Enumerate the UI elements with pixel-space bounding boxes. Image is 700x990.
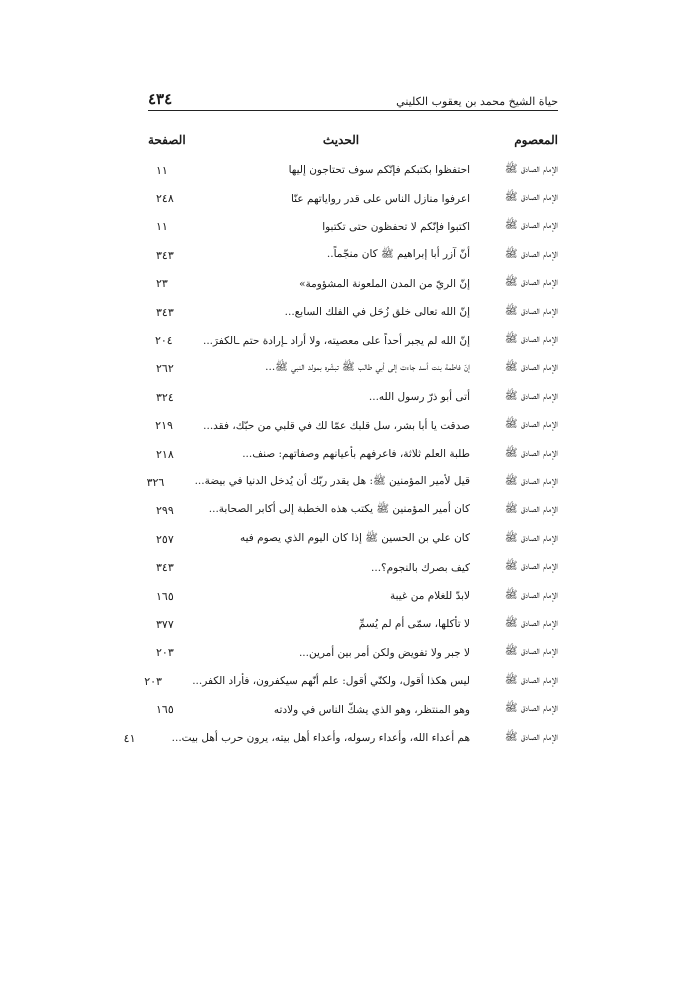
column-header-hadith: الحديث	[322, 133, 360, 147]
masoom-cell: الإمام الصادق ﷺ	[504, 702, 558, 715]
table-row	[148, 213, 558, 241]
masoom-cell: الإمام الصادق ﷺ	[504, 333, 558, 346]
hadith-cell: اكتبوا فإنّكم لا تحفظون حتى تكتبوا	[322, 220, 470, 233]
column-header-page: الصفحة	[148, 133, 186, 147]
hadith-index-table	[123, 156, 558, 752]
page-cell: ٢٠٣	[156, 646, 174, 660]
masoom-cell: الإمام الصادق ﷺ	[504, 389, 558, 402]
masoom-cell: الإمام الصادق ﷺ	[504, 361, 558, 374]
hadith-cell: ليس هكذا أقول، ولكنّي أقول: علم أنّهم سيكفرون، فأراد الكفر...	[192, 675, 470, 688]
page-cell: ٣٤٣	[156, 305, 174, 319]
hadith-cell: إنّ الله لم يجبر أحداً على معصيته، ولا أراد ـإرادة حتم ـالكفرَ...	[202, 334, 470, 347]
page-cell: ٣٢٦	[146, 475, 165, 489]
table-row	[148, 298, 558, 326]
book-title: حياة الشيخ محمد بن يعقوب الكليني	[396, 95, 558, 108]
hadith-cell: وهو المنتظر، وهو الذي يشكّ الناس في ولادته	[273, 703, 470, 716]
masoom-cell: الإمام الصادق ﷺ	[504, 616, 558, 629]
masoom-cell: الإمام الصادق ﷺ	[504, 304, 558, 317]
hadith-cell: أنّ آزر أبا إبراهيم ﷺ كان منجّماً..	[326, 247, 470, 260]
page-cell: ٢٦٢	[156, 362, 174, 376]
table-row	[148, 270, 558, 298]
masoom-cell: الإمام الصادق ﷺ	[504, 247, 558, 260]
hadith-cell: كان علي بن الحسين ﷺ إذا كان اليوم الذي يصوم فيه	[239, 531, 470, 544]
page-cell: ٢٣	[156, 277, 168, 291]
masoom-cell: الإمام الصادق ﷺ	[504, 645, 558, 658]
table-row	[148, 553, 558, 581]
column-header-masoom: المعصوم	[514, 133, 558, 147]
page-cell: ٢٥٧	[156, 532, 174, 546]
hadith-cell: إنّ الريّ من المدن الملعونة المشؤومة»	[299, 277, 470, 290]
page-cell: ٢١٨	[156, 447, 174, 461]
page-cell: ٣٢٤	[156, 390, 174, 404]
table-row	[123, 724, 558, 752]
page-cell: ١٦٥	[156, 589, 174, 603]
table-row	[148, 525, 558, 553]
table-row	[148, 639, 558, 667]
page-cell: ٣٧٧	[156, 617, 174, 631]
page-cell: ١١	[156, 163, 168, 177]
table-row	[148, 468, 558, 496]
table-row	[148, 695, 558, 723]
hadith-cell: هم أعداء الله، وأعداء رسوله، وأعداء أهل بيته، يرون حرب أهل بيت...	[171, 732, 470, 744]
hadith-cell: لابدّ للغلام من غيبة	[389, 590, 470, 603]
table-row	[148, 582, 558, 610]
masoom-cell: الإمام الصادق ﷺ	[504, 191, 558, 204]
masoom-cell: الإمام الصادق ﷺ	[504, 276, 558, 289]
page-cell: ١١	[156, 220, 168, 234]
running-header	[148, 86, 558, 111]
page-cell: ٢٤٨	[156, 192, 174, 206]
table-row	[148, 610, 558, 638]
masoom-cell: الإمام الصادق ﷺ	[504, 446, 558, 459]
page-cell: ١٦٥	[156, 703, 174, 717]
table-row	[148, 412, 558, 440]
page-cell: ٢٠٣	[144, 674, 162, 688]
table-row	[148, 156, 558, 184]
masoom-cell: الإمام الصادق ﷺ	[504, 673, 558, 686]
page-cell: ٢٠٤	[154, 334, 173, 348]
masoom-cell: الإمام الصادق ﷺ	[504, 730, 558, 743]
table-row	[148, 383, 558, 411]
table-row	[148, 497, 558, 525]
hadith-cell: قيل لأمير المؤمنين ﷺ: هل يقدر ربّك أن يُدخل الدنيا في بيضة...	[194, 474, 470, 487]
table-row	[148, 326, 558, 354]
masoom-cell: الإمام الصادق ﷺ	[504, 560, 558, 573]
table-row	[148, 241, 558, 269]
table-row	[144, 667, 558, 695]
table-header-row	[148, 129, 558, 151]
hadith-cell: اعرفوا منازل الناس على قدر رواياتهم عنّا	[290, 192, 470, 205]
masoom-cell: الإمام الصادق ﷺ	[504, 418, 558, 431]
masoom-cell: الإمام الصادق ﷺ	[504, 474, 558, 487]
masoom-cell: الإمام الصادق ﷺ	[504, 162, 558, 175]
hadith-cell: كيف بصرك بالنجوم؟...	[371, 561, 470, 574]
table-row	[148, 355, 558, 383]
table-row	[148, 440, 558, 468]
hadith-cell: صدقت يا أبا بشر، سل قلبك عمّا لك في قلبي من حبّك، فقد...	[203, 419, 470, 432]
hadith-cell: أتى أبو ذرّ رسول الله...	[368, 391, 470, 404]
page-cell: ٢١٩	[155, 419, 173, 433]
hadith-cell: إنّ فاطمة بنت أسد جاءت إلى أبي طالب ﷺ تبشّره بمولد النبي ﷺ...	[265, 361, 470, 374]
page-cell: ٢٩٩	[156, 504, 174, 518]
page-cell: ٤١	[123, 731, 136, 745]
masoom-cell: الإمام الصادق ﷺ	[504, 588, 558, 601]
table-row	[148, 184, 558, 212]
hadith-cell: احتفظوا بكتبكم فإنّكم سوف تحتاجون إليها	[288, 164, 470, 177]
book-page	[123, 86, 558, 752]
hadith-cell: لا جبر ولا تفويض ولكن أمر بين أمرين...	[298, 646, 470, 659]
page-number: ٤٣٤	[148, 90, 173, 108]
masoom-cell: الإمام الصادق ﷺ	[504, 503, 558, 516]
page-cell: ٣٤٣	[156, 561, 174, 575]
hadith-cell: كان أمير المؤمنين ﷺ يكتب هذه الخطبة إلى أكابر الصحابة...	[208, 503, 470, 516]
masoom-cell: الإمام الصادق ﷺ	[504, 219, 558, 232]
hadith-cell: لا تأكلها، سمّى أم لم يُسمِّ	[358, 618, 470, 631]
hadith-cell: طلبة العلم ثلاثة، فاعرفهم بأعيانهم وصفاتهم: صنف...	[242, 448, 470, 461]
masoom-cell: الإمام الصادق ﷺ	[504, 531, 558, 544]
page-cell: ٣٤٣	[156, 248, 174, 262]
hadith-cell: إنّ الله تعالى خلق زُحَل في الفلك السابع...	[284, 306, 470, 319]
